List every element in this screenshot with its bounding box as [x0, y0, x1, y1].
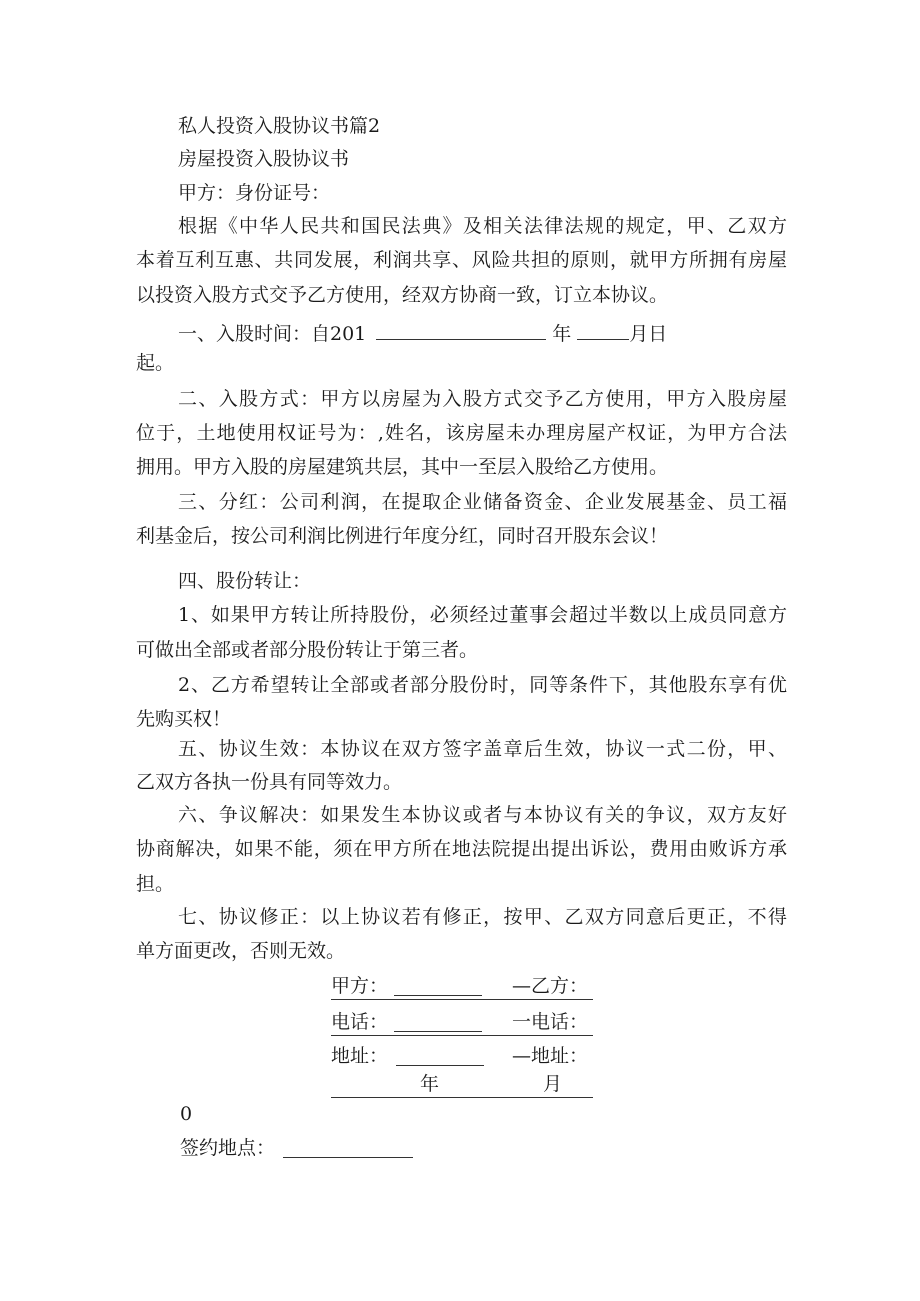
clause-7-line-2: 单方面更改，否则无效。 — [136, 940, 346, 962]
section-heading: 私人投资入股协议书篇2 — [178, 115, 381, 137]
address-b-label: —地址： — [512, 1045, 589, 1067]
phone-a-blank — [394, 1013, 482, 1032]
sign-year-label: 年 — [420, 1073, 440, 1095]
phone-a-label: 电话： — [331, 1011, 389, 1033]
year-label: 年 — [552, 323, 572, 345]
intro-line-2: 本着互利互惠、共同发展，利润共享、风险共担的原则，就甲方所拥有房屋 — [136, 249, 787, 271]
party-b-sign-label: —乙方： — [512, 975, 589, 997]
clause-3-line-1: 三、分红：公司利润，在提取企业储备资金、企业发展基金、员工福 — [178, 491, 787, 513]
clause-4-2-line-1: 2、乙方希望转让全部或者部分股份时，同等条件下，其他股东享有优 — [178, 674, 787, 696]
sign-month-label: 月 — [543, 1073, 563, 1095]
signature-row-rule-2 — [331, 1035, 593, 1036]
clause-5-line-2: 乙双方各执一份具有同等效力。 — [136, 771, 403, 793]
clause-2-line-1: 二、入股方式：甲方以房屋为入股方式交予乙方使用，甲方入股房屋 — [178, 388, 787, 410]
party-a-sign-blank — [394, 977, 482, 996]
intro-line-1: 根据《中华人民共和国民法典》及相关法律法规的规定，甲、乙双方 — [178, 215, 787, 237]
address-a-label: 地址： — [331, 1045, 389, 1067]
month-day-label: 月日 — [629, 323, 668, 345]
clause-7-line-1: 七、协议修正：以上协议若有修正，按甲、乙双方同意后更正，不得 — [178, 906, 787, 928]
clause-3-line-2: 利基金后，按公司利润比例进行年度分红，同时召开股东会议！ — [136, 525, 669, 547]
address-a-blank — [396, 1047, 484, 1066]
clause-1-line — [178, 321, 667, 344]
start-date-blank — [376, 321, 546, 340]
clause-5-line-1: 五、协议生效：本协议在双方签字盖章后生效，协议一式二份，甲、 — [178, 738, 787, 760]
clause-4-2-line-2: 先购买权！ — [136, 708, 232, 730]
intro-line-3: 以投资入股方式交予乙方使用，经双方协商一致，订立本协议。 — [136, 284, 669, 306]
clause-6-line-1: 六、争议解决：如果发生本协议或者与本协议有关的争议，双方友好 — [178, 804, 787, 826]
clause-2-line-2: 位于，土地使用权证号为：,姓名，该房屋未办理房屋产权证，为甲方合法 — [136, 422, 787, 444]
month-blank — [577, 321, 629, 340]
clause-1-tail: 起。 — [136, 352, 175, 374]
clause-4-1-line-1: 1、如果甲方转让所持股份，必须经过董事会超过半数以上成员同意方 — [178, 604, 787, 626]
stray-zero: 0 — [180, 1103, 193, 1125]
clause-4-title: 四、股份转让： — [178, 570, 312, 592]
clause-6-line-3: 担。 — [136, 873, 175, 895]
party-a-sign-label: 甲方： — [331, 975, 389, 997]
document-title: 房屋投资入股协议书 — [178, 148, 350, 170]
sign-place-label: 签约地点： — [180, 1137, 276, 1159]
signature-row-rule-1 — [331, 999, 593, 1000]
clause-6-line-2: 协商解决，如果不能，须在甲方所在地法院提出提出诉讼，费用由败诉方承 — [136, 838, 787, 860]
sign-place-blank — [283, 1139, 413, 1158]
clause-2-line-3: 拥用。甲方入股的房屋建筑共层，其中一至层入股给乙方使用。 — [136, 456, 669, 478]
signature-row-rule-3 — [331, 1097, 593, 1098]
clause-4-1-line-2: 可做出全部或者部分股份转让于第三者。 — [136, 639, 479, 661]
clause-1-prefix: 一、入股时间：自201 — [178, 323, 367, 345]
phone-b-label: 一电话： — [512, 1011, 589, 1033]
party-a-id-line: 甲方：身份证号： — [178, 182, 331, 204]
